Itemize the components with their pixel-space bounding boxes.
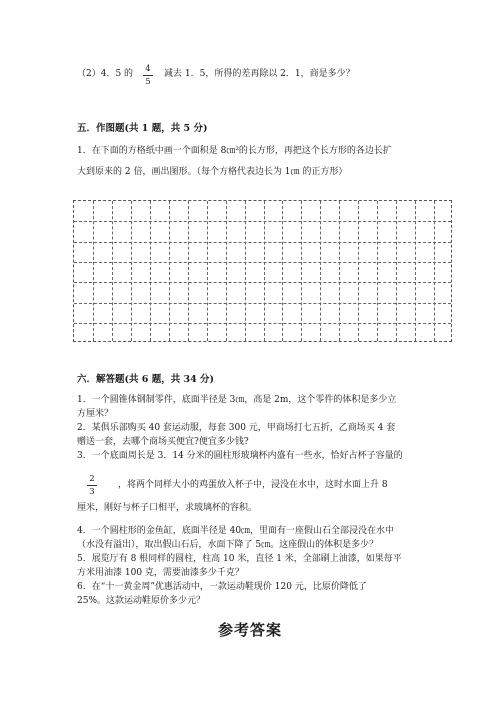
answer-key-title: 参考答案 xyxy=(217,621,282,639)
fraction-numerator: 4 xyxy=(145,64,151,74)
problem-2-line-1: 2．某俱乐部购买 40 套运动服，每套 300 元，甲商场打七五折，乙商场买 4 套 xyxy=(77,423,396,433)
problem-5-line-2: 方米用油漆 100 克，需要油漆多少千克？ xyxy=(77,568,244,578)
problem-1-line-2: 方厘米？ xyxy=(77,409,114,419)
problem-3-line-2: ，将两个同样大小的鸡蛋放入杯子中，浸没在水中，这时水面上升 8 xyxy=(118,480,388,490)
problem-4-line-1: 4．一个圆柱形的金鱼缸，底面半径是 40㎝，里面有一座假山石全部浸没在水中 xyxy=(77,526,395,536)
fraction-two-thirds xyxy=(87,474,97,497)
problem-5-line-1: 5．展览厅有 8 根同样的圆柱，柱高 10 米，直径 1 米，全部刷上油漆，如果每平 xyxy=(77,554,402,564)
problem-3-line-3: 厘米，刚好与杯子口相平，求玻璃杯的容积。 xyxy=(77,503,258,513)
problem-4-line-2: （水没有溢出），取出假山石后，水面下降了 5㎝。这座假山的体积是多少？ xyxy=(77,540,379,550)
fraction-numerator: 2 xyxy=(89,474,95,484)
drawing-question-line-1: 1．在下面的方格纸中画一个面积是 8㎝²的长方形，再把这个长方形的各边长扩 xyxy=(77,146,392,156)
problem-2-line-2: 赠送一套，去哪个商场买便宜?便宜多少钱? xyxy=(77,437,249,447)
drawing-question-line-2: 大到原来的 2 倍，画出图形。（每个方格代表边长为 1㎝ 的正方形） xyxy=(77,167,348,177)
section-heading-drawing: 五．作图题(共 1 题，共 5 分) xyxy=(77,123,208,134)
fraction-four-fifths xyxy=(143,64,153,87)
question-suffix: 减去 1．5，所得的差再除以 2．1，商是多少？ xyxy=(164,69,355,79)
problem-1-line-1: 1．一个圆锥体钢制零件，底面半径是 3㎝，高是 2m，这个零件的体积是多少立 xyxy=(77,395,397,405)
problem-6-line-2: 25%。这款运动鞋原价多少元？ xyxy=(77,596,206,606)
fraction-denominator: 5 xyxy=(145,77,151,87)
section-heading-solutions: 六．解答题(共 6 题，共 34 分) xyxy=(77,374,215,385)
square-grid[interactable] xyxy=(73,200,452,342)
question-prefix: （2）4．5 的 xyxy=(77,69,134,79)
problem-6-line-1: 6．在“十一黄金周”优惠活动中，一款运动鞋现价 120 元，比原价降低了 xyxy=(77,582,367,592)
fraction-denominator: 3 xyxy=(89,487,95,497)
problem-3-line-1: 3．一个底面周长是 3．14 分米的圆柱形玻璃杯内盛有一些水，恰好占杯子容量的 xyxy=(77,451,403,461)
